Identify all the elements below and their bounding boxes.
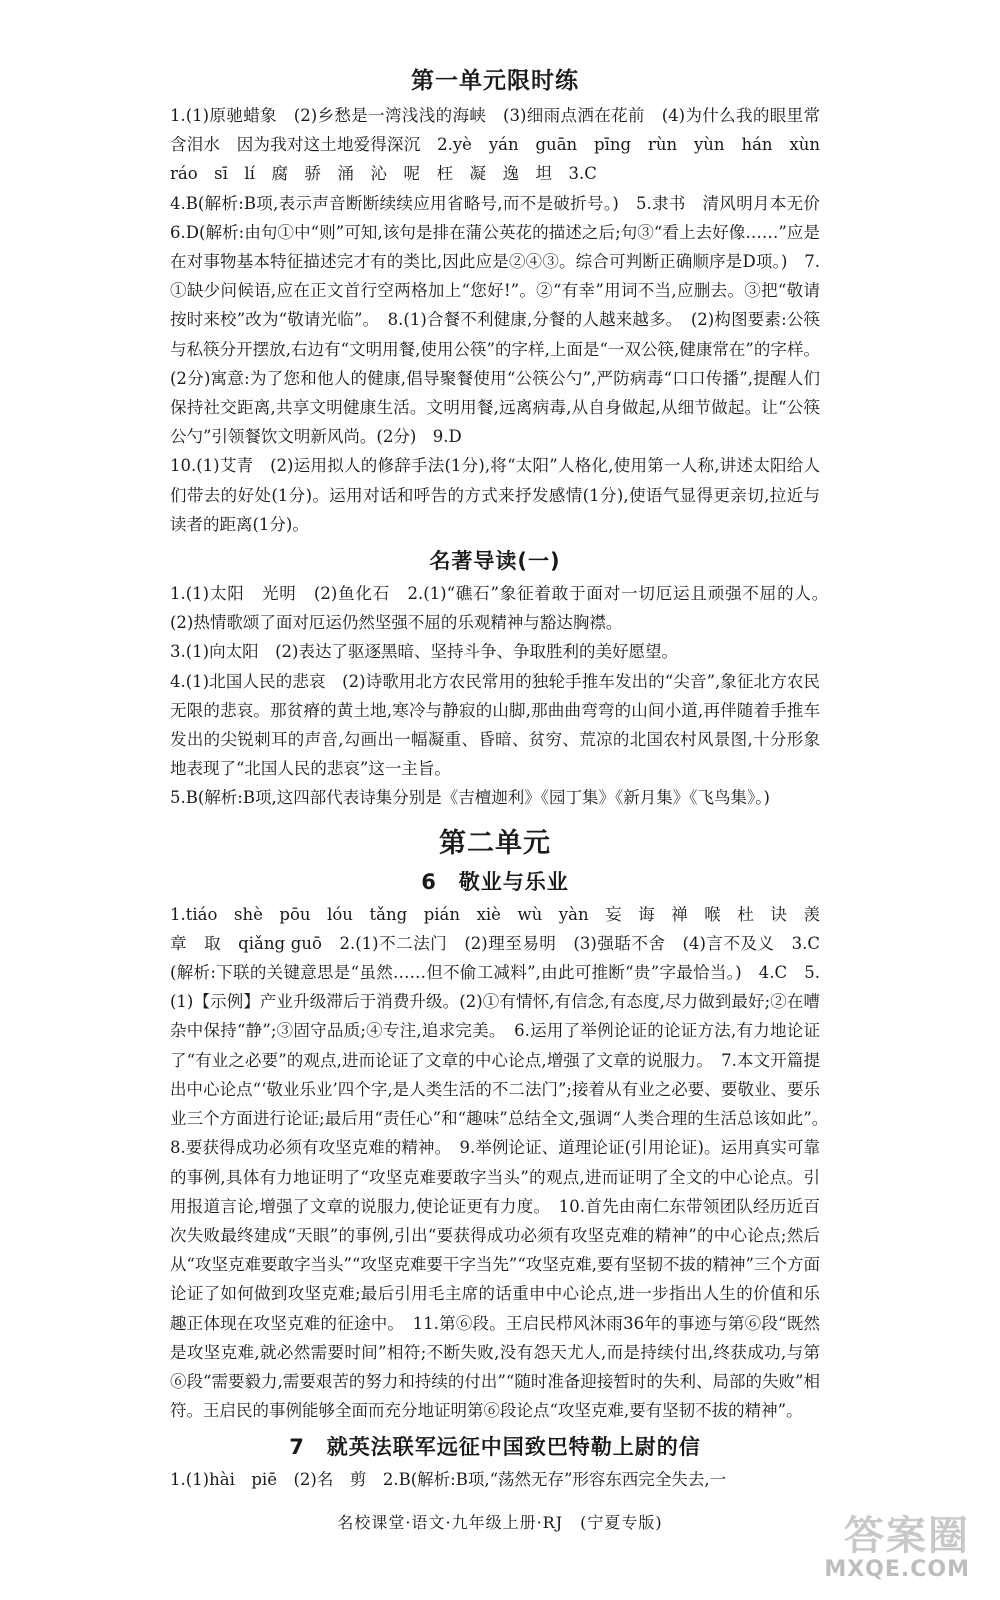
- section-title-unit1-test: 第一单元限时练: [411, 68, 579, 94]
- answer-paragraph: 1.(1)hài piē (2)名 剪 2.B(解析:B项,“荡然无存”形容东西完全失去,一: [170, 1470, 727, 1490]
- answer-paragraph: 1.(1)原驰蜡象 (2)乡愁是一湾浅浅的海峡 (3)细雨点洒在花前 (4)为什么我的眼里常含泪水 因为我对这土地爱得深沉 2.yè yán guān pīng rùn yùn hán xùn ráo sī lí 腐 骄 涌 沁 呢 枉 凝 逸 坦 3.C: [170, 106, 837, 184]
- lesson6-title: 6 敬业与乐业: [421, 869, 569, 894]
- answer-paragraph: 5.B(解析:B项,这四部代表诗集分别是《吉檀迦利》《园丁集》《新月集》《飞鸟集》。): [170, 788, 770, 808]
- answer-paragraph: 4.(1)北国人民的悲哀 (2)诗歌用北方农民常用的独轮手推车发出的“尖音”,象征北方农民无限的悲哀。那贫瘠的黄土地,寒冷与静寂的山脚,那曲曲弯弯的山间小道,再伴随着手推车发出的尖锐刺耳的声音,勾画出一幅凝重、昏暗、贫穷、荒凉的北国农村风景图,十分形象地表现了“北国人民的悲哀”这一主旨。: [170, 671, 820, 779]
- lesson7-title: 7 就英法联军远征中国致巴特勒上尉的信: [289, 1435, 701, 1460]
- answer-page: [170, 58, 837, 1495]
- watermark-logo: 答案圈: [844, 1513, 970, 1559]
- watermark-url: MXQE.COM: [824, 1557, 970, 1582]
- section-title-classics: 名著导读(一): [429, 549, 561, 574]
- page-footer: 名校课堂·语文·九年级上册·RJ (宁夏专版): [337, 1513, 663, 1532]
- answer-paragraph: 10.(1)艾青 (2)运用拟人的修辞手法(1分),将“太阳”人格化,使用第一人称,讲述太阳给人们带去的好处(1分)。运用对话和呼告的方式来抒发感情(1分),使语气显得更亲切,拉近与读者的距离(1分)。: [170, 456, 820, 534]
- watermark: [770, 1504, 970, 1582]
- unit2-title: 第二单元: [439, 827, 551, 859]
- answer-paragraph: 1.(1)太阳 光明 (2)鱼化石 2.(1)“礁石”象征着敢于面对一切厄运且顽强不屈的人。 (2)热情歌颂了面对厄运仍然坚强不屈的乐观精神与豁达胸襟。: [170, 584, 837, 633]
- answer-paragraph: 3.(1)向太阳 (2)表达了驱逐黑暗、坚持斗争、争取胜利的美好愿望。: [170, 642, 678, 662]
- answer-paragraph: 1.tiáo shè pōu lóu tǎng pián xiè wù yàn 妄 诲 禅 喉 杜 诀 羡 章 取 qiǎng guō 2.(1)不二法门 (2)理至易明 (3)强聒不舍 (4)言不及义 3.C (解析:下联的关键意思是“虽然……但不偷工减料”,由此可推断“贵”字最恰当。) 4.C 5.(1)【示例】产业升级滞后于消费升级。(2)①有情怀,有信念,有态度,尽力做到最好;②在嘈杂中保持“静”;③固守品质;④专注,追求完美。 6.运用了举例论证的论证方法,有力地论证了“有业之必要”的观点,进而论证了文章的中心论点,增强了文章的说服力。 7.本文开篇提出中心论点“‘敬业乐业’四个字,是人类生活的不二法门”;接着从有业之必要、要敬业、要乐业三个方面进行论证;最后用“责任心”和“趣味”总结全文,强调“人类合理的生活总该如此”。 8.要获得成功必须有攻坚克难的精神。 9.举例论证、道理论证(引用论证)。运用真实可靠的事例,具体有力地证明了“攻坚克难要敢字当头”的观点,进而证明了全文的中心论点。引用报道言论,增强了文章的说服力,使论证更有力度。 10.首先由南仁东带领团队经历近百次失败最终建成“天眼”的事例,引出“要获得成功必须有攻坚克难的精神”的中心论点;然后从“攻坚克难要敢字当头”“攻坚克难要干字当先”“攻坚克难,要有坚韧不拔的精神”三个方面论证了如何做到攻坚克难;最后引用毛主席的话重申中心论点,进一步指出人生的价值和乐趣正体现在攻坚克难的征途中。 11.第⑥段。王启民栉风沐雨36年的事迹与第⑥段“既然是攻坚克难,就必然需要时间”相符;不断失败,没有怨天尤人,而是持续付出,终获成功,与第⑥段“需要毅力,需要艰苦的努力和持续的付出”“随时准备迎接暂时的失利、局部的失败”相符。王启民的事例能够全面而充分地证明第⑥段论点“攻坚克难,要有坚韧不拔的精神”。: [170, 904, 837, 1421]
- answer-paragraph: 4.B(解析:B项,表示声音断断续续应用省略号,而不是破折号。) 5.隶书 清风明月本无价 6.D(解析:由句①中“则”可知,该句是排在蒲公英花的描述之后;句③“看上去好像……”应是在对事物基本特征描述完才有的类比,因此应是②④③。综合可判断正确顺序是D项。) 7.①缺少问候语,应在正文首行空两格加上“您好!”。②“有幸”用词不当,应删去。③把“敬请按时来校”改为“敬请光临”。 8.(1)合餐不利健康,分餐的人越来越多。 (2)构图要素:公筷与私筷分开摆放,右边有“文明用餐,使用公筷”的字样,上面是“一双公筷,健康常在”的字样。(2分)寓意:为了您和他人的健康,倡导聚餐使用“公筷公勺”,严防病毒“口口传播”,提醒人们保持社交距离,共享文明健康生活。文明用餐,远离病毒,从自身做起,从细节做起。让“公筷公勺”引领餐饮文明新风尚。(2分) 9.D: [170, 193, 837, 447]
